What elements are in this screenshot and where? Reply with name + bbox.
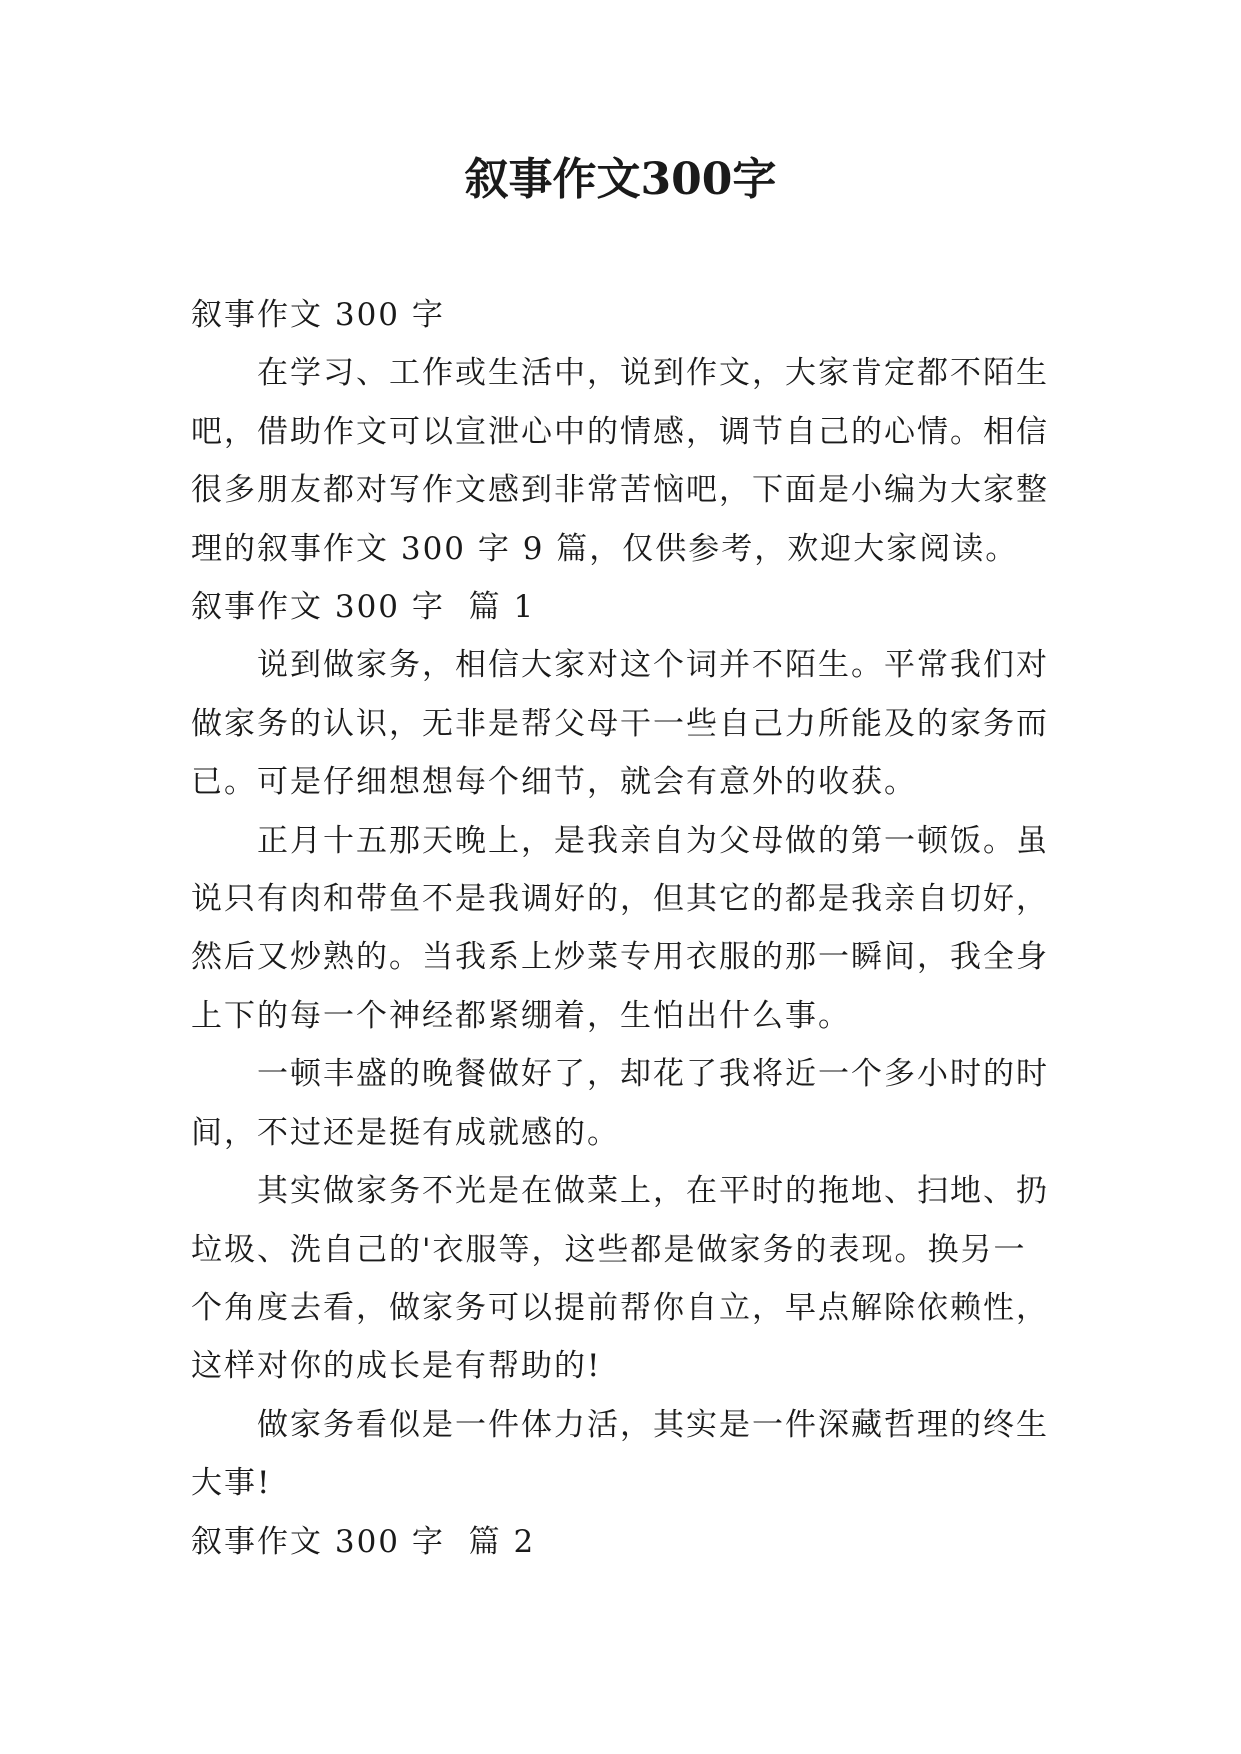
text-line: 已。可是仔细想想每个细节，就会有意外的收获。 bbox=[191, 764, 917, 801]
text-line: 上下的每一个神经都紧绷着，生怕出什么事。 bbox=[191, 997, 851, 1034]
document-body bbox=[191, 286, 1060, 1571]
text-line: 叙事作文 300 字 篇 1 bbox=[191, 589, 536, 626]
text-line: 个角度去看，做家务可以提前帮你自立，早点解除依赖性， bbox=[191, 1289, 1049, 1326]
text-line: 说只有肉和带鱼不是我调好的，但其它的都是我亲自切好， bbox=[191, 881, 1049, 918]
text-line: 其实做家务不光是在做菜上，在平时的拖地、扫地、扔 bbox=[257, 1173, 1049, 1210]
text-line: 很多朋友都对写作文感到非常苦恼吧，下面是小编为大家整 bbox=[191, 472, 1049, 509]
text-line: 说到做家务，相信大家对这个词并不陌生。平常我们对 bbox=[257, 647, 1049, 684]
text-line: 吧，借助作文可以宣泄心中的情感，调节自己的心情。相信 bbox=[191, 413, 1049, 450]
text-line: 做家务的认识，无非是帮父母干一些自己力所能及的家务而 bbox=[191, 705, 1049, 742]
text-line: 正月十五那天晚上，是我亲自为父母做的第一顿饭。虽 bbox=[257, 822, 1049, 859]
text-line: 做家务看似是一件体力活，其实是一件深藏哲理的终生 bbox=[257, 1406, 1049, 1443]
text-line: 间，不过还是挺有成就感的。 bbox=[191, 1114, 620, 1151]
text-line: 垃圾、洗自己的'衣服等，这些都是做家务的表现。换另一 bbox=[191, 1231, 1027, 1268]
text-line: 在学习、工作或生活中，说到作文，大家肯定都不陌生 bbox=[257, 355, 1049, 392]
text-line: 大事! bbox=[191, 1465, 272, 1502]
text-line: 然后又炒熟的。当我系上炒菜专用衣服的那一瞬间，我全身 bbox=[191, 939, 1049, 976]
text-line: 叙事作文 300 字 篇 2 bbox=[191, 1523, 536, 1560]
document-title: 叙事作文300字 bbox=[464, 154, 777, 205]
text-line: 叙事作文 300 字 bbox=[191, 297, 445, 333]
text-line: 一顿丰盛的晚餐做好了，却花了我将近一个多小时的时 bbox=[257, 1056, 1049, 1093]
text-line: 理的叙事作文 300 字 9 篇，仅供参考，欢迎大家阅读。 bbox=[191, 530, 1019, 567]
text-line: 这样对你的成长是有帮助的! bbox=[191, 1348, 602, 1385]
